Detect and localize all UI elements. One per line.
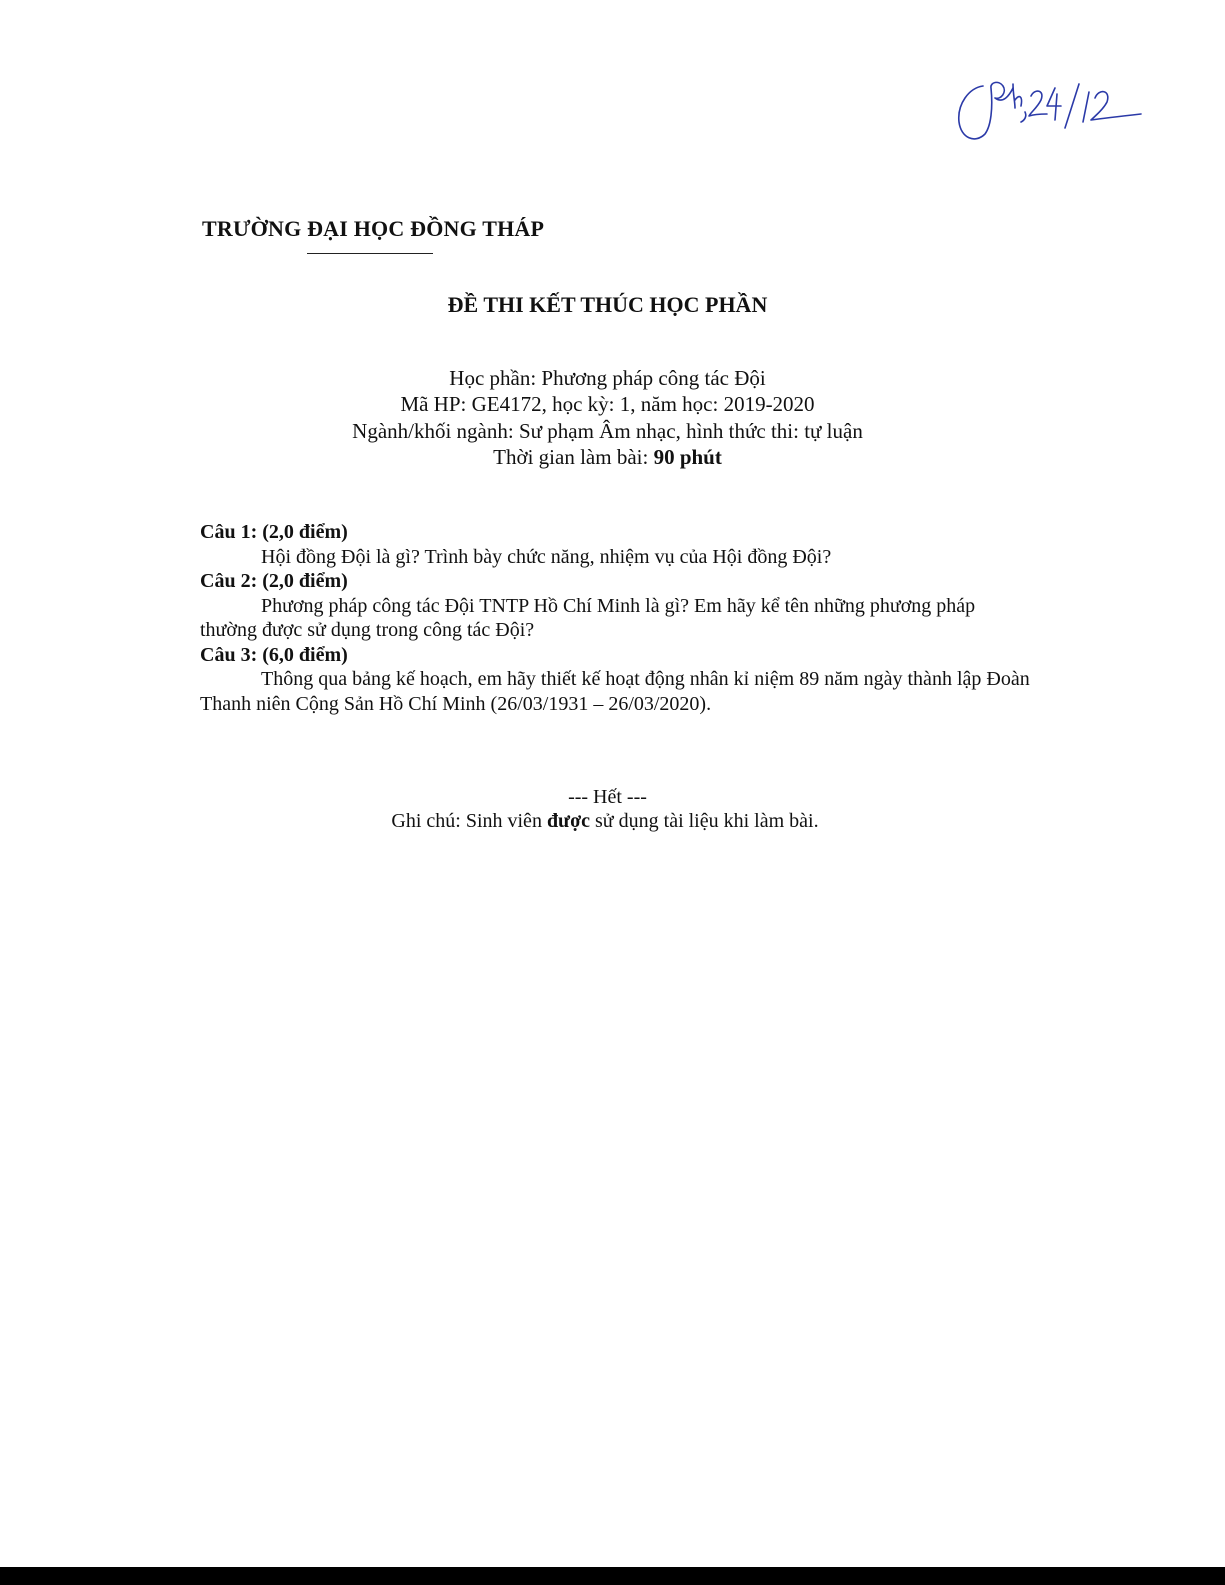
- question-heading: Câu 3: (6,0 điểm): [200, 643, 348, 666]
- handwritten-signature: [955, 78, 1150, 150]
- scan-bottom-edge: [0, 1567, 1225, 1585]
- question-body: Phương pháp công tác Đội TNTP Hồ Chí Minh là gì? Em hãy kể tên những phương pháp thường được sử dụng trong công tác Đội?: [200, 594, 976, 641]
- time-value: 90 phút: [653, 445, 722, 469]
- note-suffix: sử dụng tài liệu khi làm bài.: [595, 810, 819, 832]
- exam-title: ĐỀ THI KẾT THÚC HỌC PHẦN: [447, 292, 768, 317]
- question-body: Hội đồng Đội là gì? Trình bày chức năng, nhiệm vụ của Hội đồng Đội?: [261, 545, 832, 568]
- course-line: Học phần: Phương pháp công tác Đội: [449, 366, 766, 390]
- question-list: [200, 520, 1030, 716]
- note-prefix: Ghi chú: Sinh viên: [391, 810, 542, 832]
- end-mark: --- Hết ---: [568, 786, 647, 808]
- question-heading: Câu 2: (2,0 điểm): [200, 570, 348, 592]
- school-underline: [307, 253, 433, 254]
- school-name: TRƯỜNG ĐẠI HỌC ĐỒNG THÁP: [202, 216, 545, 241]
- time-prefix: Thời gian làm bài:: [493, 445, 649, 469]
- course-code-line: Mã HP: GE4172, học kỳ: 1, năm học: 2019-2020: [400, 392, 815, 416]
- question-3: [200, 643, 1030, 717]
- question-body: Thông qua bảng kế hoạch, em hãy thiết kế hoạt động nhân kỉ niệm 89 năm ngày thành lập Đoàn Thanh niên Cộng Sản Hồ Chí Minh (26/03/1931 – 26/03/2020).: [200, 668, 1030, 715]
- time-line: [0, 445, 1215, 470]
- question-1: [200, 520, 1030, 569]
- footer-note: [0, 810, 1210, 833]
- major-line: Ngành/khối ngành: Sư phạm Âm nhạc, hình thức thi: tự luận: [352, 419, 863, 443]
- note-emphasis: được: [546, 810, 591, 832]
- question-heading: Câu 1: (2,0 điểm): [200, 521, 348, 543]
- question-2: [200, 569, 1030, 643]
